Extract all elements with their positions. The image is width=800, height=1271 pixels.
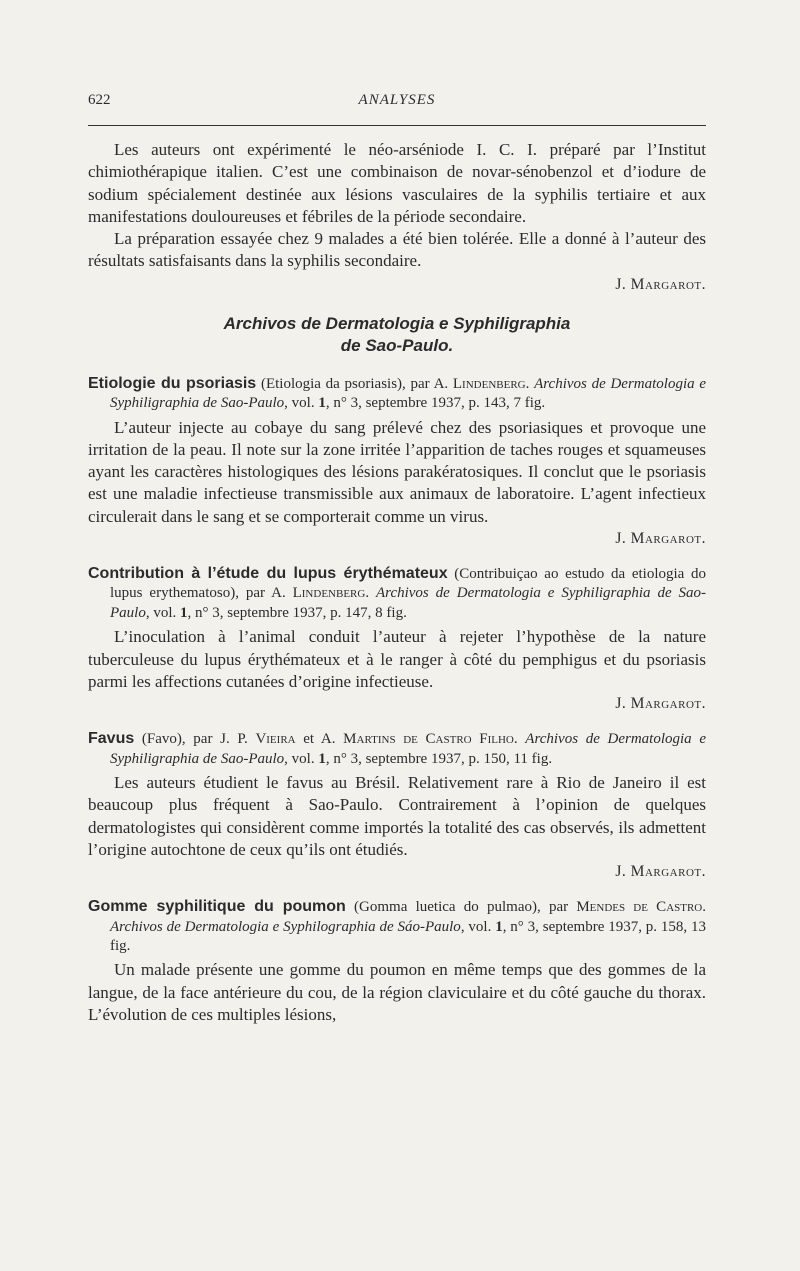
article-reference: Favus (Favo), par J. P. Vieira et A. Martins de Castro Filho. Archivos de Dermatologia e Syphiligraphia de Sao-Paulo, vol. 1, n° 3, septembre 1937, p. 150, 11 fig. [88,730,706,767]
article-reference: Contribution à l’étude du lupus érythémateux (Contribuiçao ao estudo da etiologia do lupus erythematoso), par A. Lindenberg. Archivos de Dermatologia e Syphiligraphia de Sao-Paulo, vol. 1, n° 3, septembre 1937, p. 147, 8 fig. [88,565,707,621]
article-title: Contribution à l’étude du lupus érythémateux [88,565,448,583]
intro-paragraph-1: Les auteurs ont expérimenté le néo-arséniode I. C. I. préparé par l’Institut chimiothérapique italien. C’est une combinaison de novar-sénobenzol et d’iodure de sodium spécialement destinée aux lésions vasculaires de la syphilis tertiaire et aux manifestations douloureuses et fébriles de la période secondaire. [88,140,706,226]
header-rule [88,125,706,126]
article [88,729,706,883]
signature: J. Margarot. [615,530,706,548]
journal-heading [88,313,706,357]
page-header [88,92,706,114]
article-body: Les auteurs étudient le favus au Brésil. Relativement rare à Rio de Janeiro il est beaucoup plus fréquent à Sao-Paulo. Contrairement à l’opinion de quelques dermatologistes qui considèrent comme importés la totalité des cas observés, ils admettent l’origine autochtone de ceux qu’ils ont étudiés. [88,773,706,859]
article-reference: Etiologie du psoriasis (Etiologia da psoriasis), par A. Lindenberg. Archivos de Dermatologia e Syphiligraphia de Sao-Paulo, vol. 1, n° 3, septembre 1937, p. 143, 7 fig. [88,374,707,412]
page-content [88,139,706,1026]
article-title: Favus [88,730,135,748]
article-title: Etiologie du psoriasis [88,374,257,392]
page-number: 622 [88,92,111,108]
article-title: Gomme syphilitique du poumon [88,898,346,916]
journal-heading-line-1: Archivos de Dermatologia e Syphiligraphia [223,313,571,333]
article-reference: Gomme syphilitique du poumon (Gomma luetica do pulmao), par Mendes de Castro. Archivos de Dermatologia e Syphilographia de Sáo-Paulo, vol. 1, n° 3, septembre 1937, p. 158, 13 fig. [88,898,707,954]
article-body: L’inoculation à l’animal conduit l’auteur à rejeter l’hypothèse de la nature tuberculeuse du lupus érythémateux et à le ranger à côté du pemphigus et du psoriasis parmi les affections cutanées d’origine infectieuse. [88,627,706,691]
article [88,564,706,715]
signature: J. Margarot. [615,863,706,881]
running-title: ANALYSES [358,92,436,108]
signature: J. Margarot. [615,275,706,293]
journal-heading-line-2: de Sao-Paulo. [340,335,454,355]
intro-paragraph-2: La préparation essayée chez 9 malades a été bien tolérée. Elle a donné à l’auteur des résultats satisfaisants dans la syphilis secondaire. [88,229,706,271]
signature: J. Margarot. [615,695,706,713]
article-body: Un malade présente une gomme du poumon en même temps que des gommes de la langue, de la face antérieure du cou, de la région claviculaire et du côté gauche du thorax. L’évolution de ces multiples lésions, [88,960,706,1024]
article [88,374,706,550]
article [88,897,706,1026]
article-body: L’auteur injecte au cobaye du sang prélevé chez des psoriasiques et provoque une irritation de la peau. Il note sur la zone irritée l’apparition de taches rouges et squameuses ayant les caractères histologiques des lésions parakératosiques. Il conclut que le psoriasis est une maladie infectieuse transmissible aux animaux de laboratoire. L’agent infectieux circulerait dans le sang et se comporterait comme un virus. [88,417,706,526]
